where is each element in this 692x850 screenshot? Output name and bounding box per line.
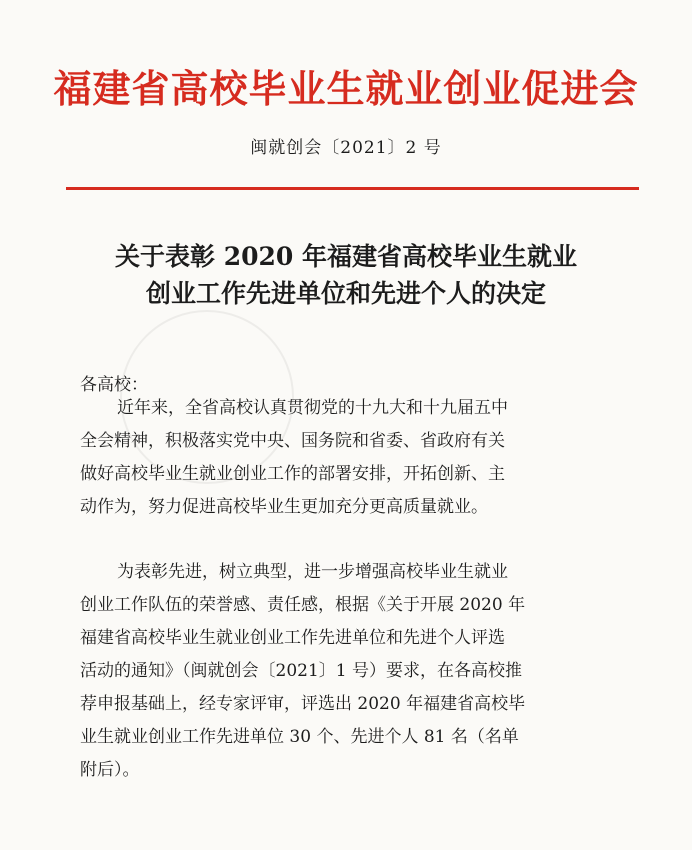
paragraph-line: 全会精神，积极落实党中央、国务院和省委、省政府有关 xyxy=(80,431,505,451)
paragraph-line: 业生就业创业工作先进单位 30 个、先进个人 81 名（名单 xyxy=(80,727,519,747)
salutation: 各高校： xyxy=(80,375,148,395)
document-number: 闽就创会〔2021〕2 号 xyxy=(250,138,442,158)
paragraph-line: 荐申报基础上，经专家评审，评选出 2020 年福建省高校毕 xyxy=(80,694,526,714)
paragraph-line: 近年来，全省高校认真贯彻党的十九大和十九届五中 xyxy=(117,398,508,418)
body-paragraph-2 xyxy=(80,556,620,787)
paragraph-line: 做好高校毕业生就业创业工作的部署安排，开拓创新、主 xyxy=(80,464,505,484)
paragraph-line: 动作为，努力促进高校毕业生更加充分更高质量就业。 xyxy=(80,497,488,517)
title-line: 创业工作先进单位和先进个人的决定 xyxy=(145,279,546,308)
paragraph-line: 活动的通知》（闽就创会〔2021〕1 号）要求，在各高校推 xyxy=(80,661,522,681)
red-header-rule xyxy=(66,187,639,190)
paragraph-line: 附后）。 xyxy=(80,760,140,780)
paragraph-line: 福建省高校毕业生就业创业工作先进单位和先进个人评选 xyxy=(80,628,505,648)
paragraph-line: 为表彰先进，树立典型，进一步增强高校毕业生就业 xyxy=(117,562,508,582)
title-line: 关于表彰 2020 年福建省高校毕业生就业 xyxy=(115,242,577,271)
document-title xyxy=(40,238,652,312)
paragraph-line: 创业工作队伍的荣誉感、责任感，根据《关于开展 2020 年 xyxy=(80,595,526,615)
body-paragraph-1 xyxy=(80,392,620,524)
issuing-agency-header: 福建省高校毕业生就业创业促进会 xyxy=(53,67,639,111)
